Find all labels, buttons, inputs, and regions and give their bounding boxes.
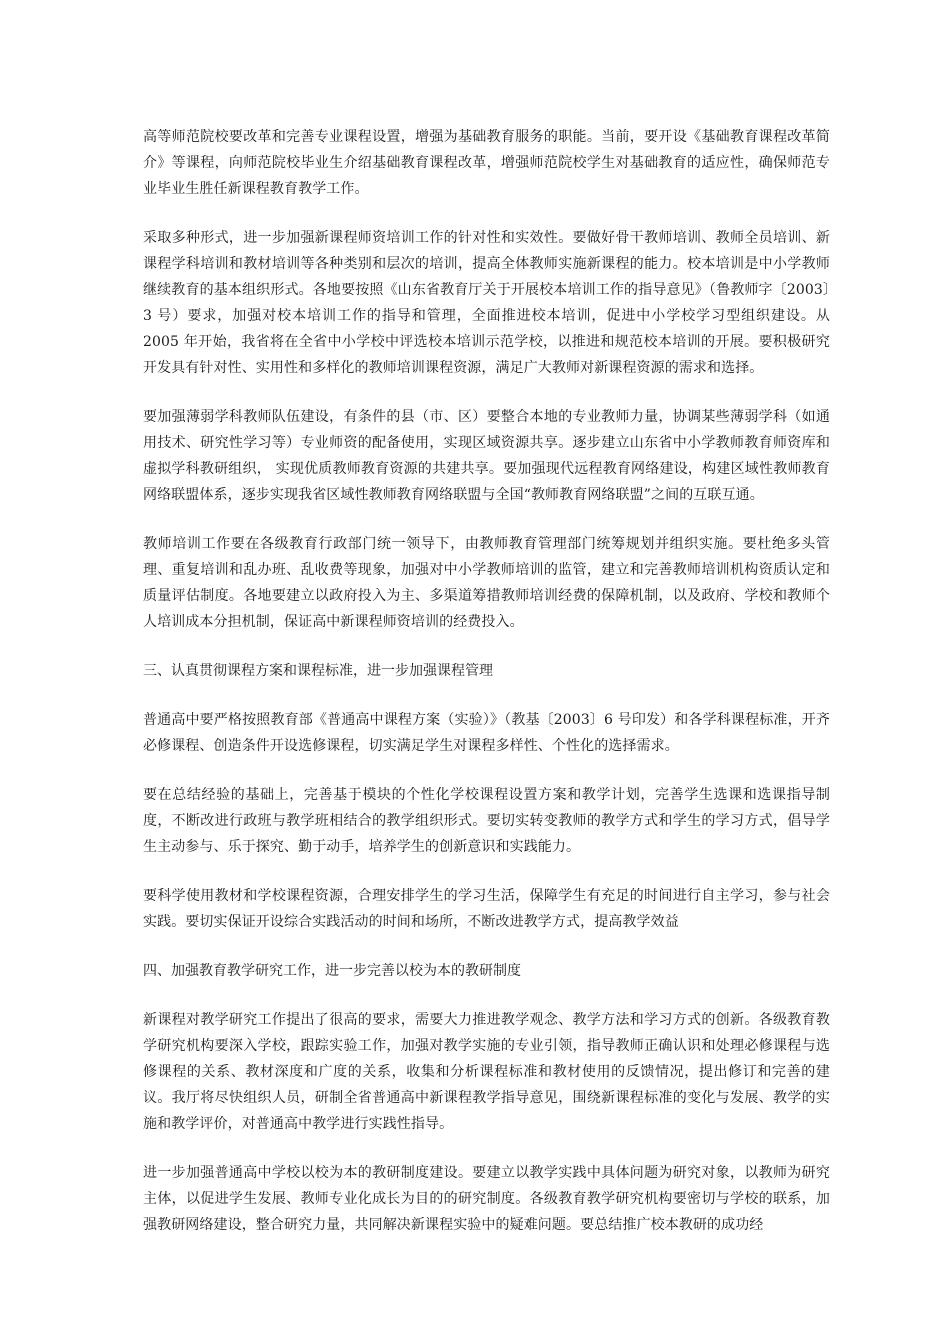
paragraph-3: 要加强薄弱学科教师队伍建设，有条件的县（市、区）要整合本地的专业教师力量，协调某些薄弱学科（如通用技术、研究性学习等）专业师资的配备使用，实现区域资源共享。逐步建立山东省中小学教师教育师资库和虚拟学科教研组织， 实现优质教师教育资源的共建共享。要加强现代远程教育网络建设，构建区域性教师教育网络联盟体系，逐步实现我省区域性教师教育网络联盟与全国“教师教育网络联盟”之间的互联互通。 xyxy=(143,409,830,503)
paragraph-8: 新课程对教学研究工作提出了很高的要求，需要大力推进教学观念、教学方法和学习方式的创新。各级教育教学研究机构要深入学校，跟踪实验工作，加强对教学实施的专业引领，指导教师正确认识和处理必修课程与选修课程的关系、教材深度和广度的关系，收集和分析课程标准和教材使用的反馈情况，提出修订和完善的建议。我厅将尽快组织人员，研制全省普通高中新课程教学指导意见，围绕新课程标准的变化与发展、教学的实施和教学评价，对普通高中教学进行实践性指导。 xyxy=(143,1012,830,1132)
paragraph-4: 教师培训工作要在各级教育行政部门统一领导下，由教师教育管理部门统筹规划并组织实施。要杜绝多头管理、重复培训和乱办班、乱收费等现象，加强对中小学教师培训的监管，建立和完善教师培训机构资质认定和质量评估制度。各地要建立以政府投入为主、多渠道筹措教师培训经费的保障机制，以及政府、学校和教师个人培训成本分担机制，保证高中新课程师资培训的经费投入。 xyxy=(143,536,830,630)
paragraph-gap xyxy=(143,635,830,658)
paragraph-gap xyxy=(143,202,830,225)
section-heading-3: 三、认真贯彻课程方案和课程标准，进一步加强课程管理 xyxy=(143,663,493,679)
section-heading-4: 四、加强教育教学研究工作，进一步完善以校为本的教研制度 xyxy=(143,963,521,979)
paragraph-7: 要科学使用教材和学校课程资源，合理安排学生的学习生活，保障学生有充足的时间进行自主学习，参与社会实践。要切实保证开设综合实践活动的时间和场所，不断改进教学方式，提高教学效益 xyxy=(143,888,830,930)
paragraph-gap xyxy=(143,508,830,531)
paragraph-gap xyxy=(143,984,830,1007)
paragraph-gap xyxy=(143,684,830,707)
paragraph-gap xyxy=(143,1137,830,1160)
paragraph-9: 进一步加强普通高中学校以校为本的教研制度建设。要建立以教学实践中具体问题为研究对象，以教师为研究主体，以促进学生发展、教师专业化成长为目的的研究制度。各级教育教学研究机构要密切与学校的联系，加强教研网络建设，整合研究力量，共同解决新课程实验中的疑难问题。要总结推广校本教研的成功经 xyxy=(143,1165,830,1233)
paragraph-2: 采取多种形式，进一步加强新课程师资培训工作的针对性和实效性。要做好骨干教师培训、教师全员培训、新课程学科培训和教材培训等各种类别和层次的培训，提高全体教师实施新课程的能力。校本培训是中小学教师继续教育的基本组织形式。各地要按照《山东省教育厅关于开展校本培训工作的指导意见》（鲁教师字〔2003〕3 号）要求，加强对校本培训工作的指导和管理，全面推进校本培训，促进中小学校学习型组织建设。从 2005 年开始，我省将在全省中小学校中评选校本培训示范学校，以推进和规范校本培训的开展。要积极研究开发具有针对性、实用性和多样化的教师培训课程资源，满足广大教师对新课程资源的需求和选择。 xyxy=(143,230,830,376)
paragraph-6: 要在总结经验的基础上，完善基于模块的个性化学校课程设置方案和教学计划，完善学生选课和选课指导制度，不断改进行政班与教学班相结合的教学组织形式。要切实转变教师的教学方式和学生的学习方式，倡导学生主动参与、乐于探究、勤于动手，培养学生的创新意识和实践能力。 xyxy=(143,787,830,855)
paragraph-gap xyxy=(143,759,830,782)
paragraph-5: 普通高中要严格按照教育部《普通高中课程方案（实验）》（教基〔2003〕6 号印发）和各学科课程标准，开齐必修课程、创造条件开设选修课程，切实满足学生对课程多样性、个性化的选择需求。 xyxy=(143,712,830,754)
paragraph-gap xyxy=(143,381,830,404)
paragraph-gap xyxy=(143,935,830,958)
paragraph-gap xyxy=(143,860,830,883)
paragraph-1: 高等师范院校要改革和完善专业课程设置，增强为基础教育服务的职能。当前，要开设《基础教育课程改革简介》等课程，向师范院校毕业生介绍基础教育课程改革，增强师范院校学生对基础教育的适应性，确保师范专业毕业生胜任新课程教育教学工作。 xyxy=(143,129,830,197)
